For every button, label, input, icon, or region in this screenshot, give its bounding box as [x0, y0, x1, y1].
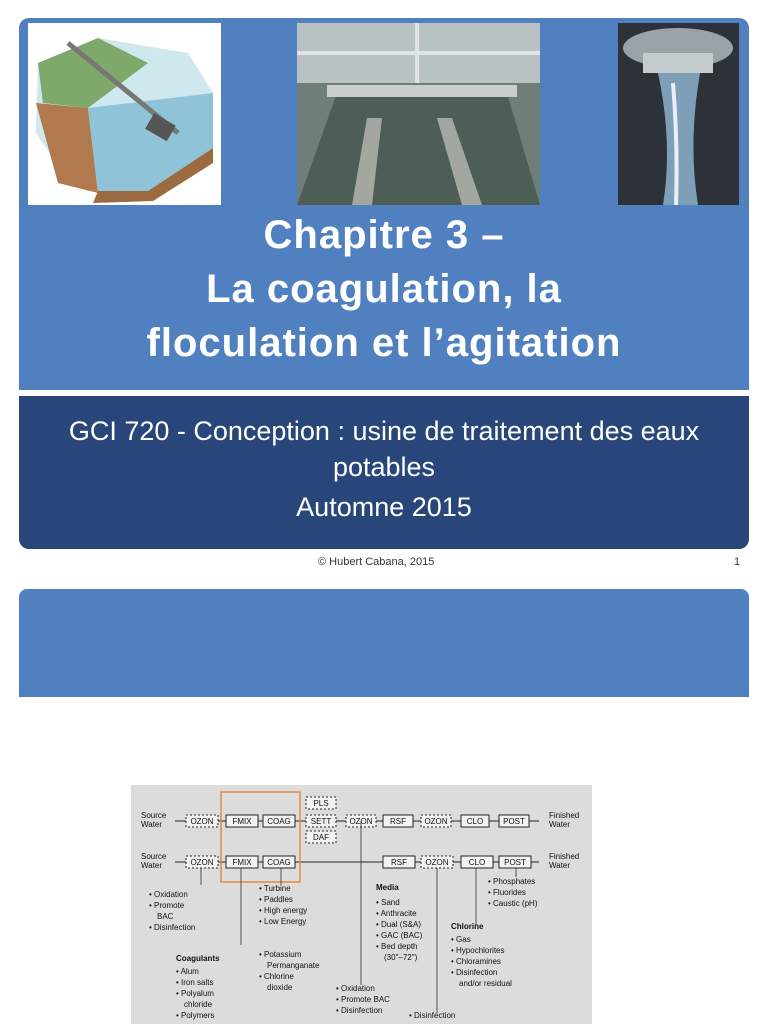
row1-clo-7-label: CLO: [466, 817, 484, 826]
title-line-3: floculation et l’agitation: [146, 321, 622, 365]
row1-ozon-4-label: OZON: [349, 817, 373, 826]
media-note-1: • Anthracite: [376, 909, 417, 918]
copyright: © Hubert Cabana, 2015: [318, 556, 435, 568]
row1-sett-3-label: SETT: [310, 817, 332, 826]
media-note-5: (30"–72"): [384, 953, 418, 962]
row1-post-8-label: POST: [503, 817, 525, 826]
row1-ozon-0-label: OZON: [190, 817, 214, 826]
source-water-label-1: Source: [141, 811, 167, 820]
finished-water-label-1: Finished: [549, 811, 580, 820]
row2-coag-2-label: COAG: [267, 858, 291, 867]
finished-water-label-3: Finished: [549, 852, 580, 861]
row2-rsf-3-label: RSF: [391, 858, 407, 867]
slide2-header: [19, 589, 749, 697]
finished-water-label-4: Water: [549, 861, 571, 870]
media-note-0: • Sand: [376, 898, 400, 907]
chlorine-title: Chlorine: [451, 922, 484, 931]
post-note-0: • Phosphates: [488, 877, 536, 886]
oxidant-note-1: Permanganate: [267, 961, 320, 970]
process-diagram: [131, 785, 592, 1024]
coagulant-3: chloride: [184, 1000, 213, 1009]
ozon-note-2: BAC: [157, 912, 174, 921]
mixing-note-2: • High energy: [259, 906, 308, 915]
finished-water-label-2: Water: [549, 820, 571, 829]
row2-fmix-1-label: FMIX: [232, 858, 252, 867]
reservoir-illustration: [28, 23, 221, 205]
ozone-mid-note-0: • Oxidation: [336, 984, 375, 993]
ozone-mid-note-2: • Disinfection: [336, 1006, 383, 1015]
media-note-3: • GAC (BAC): [376, 931, 423, 940]
oxidant-note-3: dioxide: [267, 983, 293, 992]
coagulant-1: • Iron salts: [176, 978, 214, 987]
chlorine-note-0: • Gas: [451, 935, 471, 944]
media-note-4: • Bed depth: [376, 942, 418, 951]
oxidant-note-0: • Potassium: [259, 950, 302, 959]
row1-pls-label: PLS: [313, 799, 329, 808]
course-panel: [19, 396, 749, 549]
chlorine-note-1: • Hypochlorites: [451, 946, 505, 955]
ozone-mid-note-1: • Promote BAC: [336, 995, 390, 1004]
title-line-1: Chapitre 3 –: [263, 213, 505, 257]
media-title: Media: [376, 883, 399, 892]
chlorine-note-2: • Chloramines: [451, 957, 501, 966]
mixing-note-0: • Turbine: [259, 884, 291, 893]
coagulant-0: • Alum: [176, 967, 199, 976]
chlorine-note-3: • Disinfection: [451, 968, 498, 977]
title-panel: [19, 18, 749, 390]
media-note-2: • Dual (S&A): [376, 920, 422, 929]
source-water-label-2: Water: [141, 820, 163, 829]
page-number: 1: [734, 556, 741, 568]
term-label: Automne 2015: [296, 492, 472, 522]
row1-ozon-6-label: OZON: [424, 817, 448, 826]
row1-daf-label: DAF: [313, 833, 329, 842]
slide-title: [19, 208, 749, 370]
ozon-note-3: • Disinfection: [149, 923, 196, 932]
coagulants-title: Coagulants: [176, 954, 220, 963]
coagulant-4: • Polymers: [176, 1011, 215, 1020]
source-water-label-3: Source: [141, 852, 167, 861]
row2-clo-5-label: CLO: [468, 858, 486, 867]
title-line-2: La coagulation, la: [206, 267, 562, 311]
post-note-1: • Fluorides: [488, 888, 526, 897]
title-slide: [19, 18, 749, 549]
faucet-photo: [618, 23, 739, 205]
ozon-note-1: • Promote: [149, 901, 185, 910]
post-note-2: • Caustic (pH): [488, 899, 538, 908]
treatment-basins-photo: [297, 23, 540, 205]
course-title: GCI 720 - Conception : usine de traitement des eaux potables: [68, 416, 700, 482]
chlorine-note-4: and/or residual: [459, 979, 512, 988]
row2-post-6-label: POST: [504, 858, 526, 867]
ozone-post-note-0: • Disinfection: [409, 1011, 456, 1020]
row1-fmix-1-label: FMIX: [232, 817, 252, 826]
row1-coag-2-label: COAG: [267, 817, 291, 826]
mixing-note-3: • Low Energy: [259, 917, 307, 926]
oxidant-note-2: • Chlorine: [259, 972, 294, 981]
row2-ozon-0-label: OZON: [190, 858, 214, 867]
row1-rsf-5-label: RSF: [390, 817, 406, 826]
coagulant-2: • Polyalum: [176, 989, 214, 998]
source-water-label-4: Water: [141, 861, 163, 870]
row2-ozon-4-label: OZON: [425, 858, 449, 867]
ozon-note-0: • Oxidation: [149, 890, 188, 899]
mixing-note-1: • Paddles: [259, 895, 293, 904]
